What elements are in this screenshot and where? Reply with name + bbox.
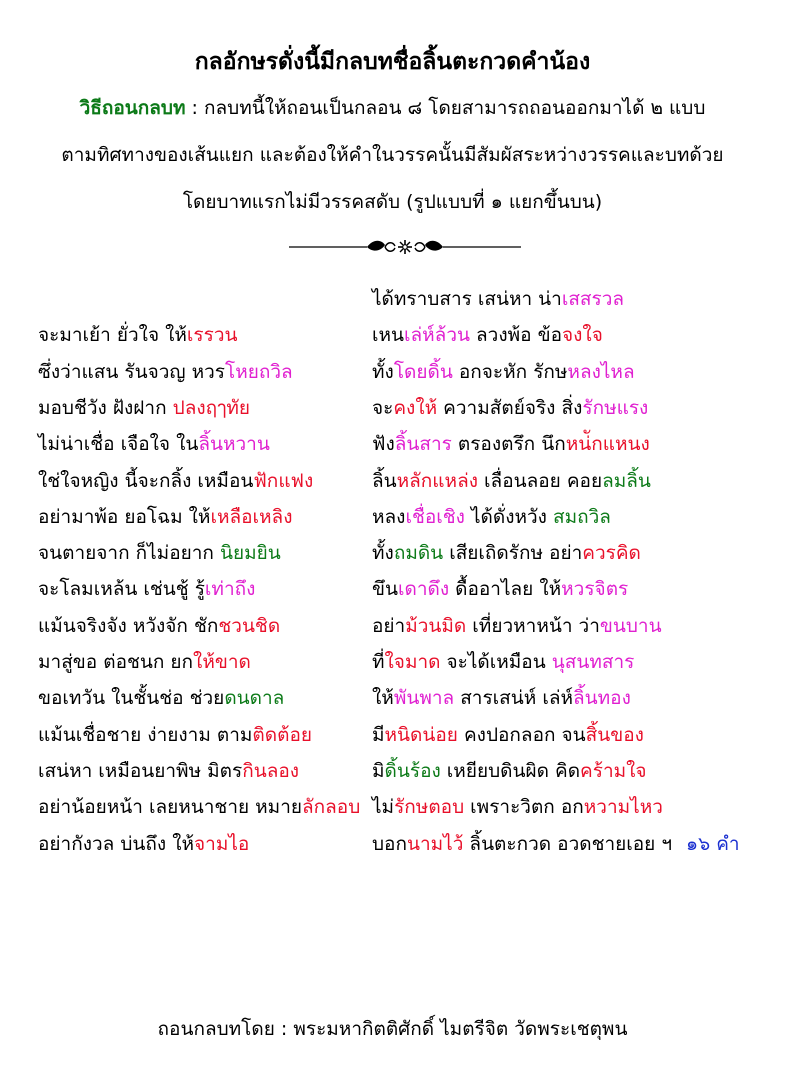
verse-segment: นิยมยิน [219,542,281,564]
verse-left [38,503,292,531]
verse-segment: คร้ามใจ [580,760,647,782]
verse-segment: จะ [372,397,394,419]
verse-segment: เหน [372,324,405,346]
verse-segment: ฟักแฟง [253,470,314,492]
verse-segment: ดนดาล [224,687,285,709]
verse-segment: ควรคิด [582,542,641,564]
verse-segment: ตรองตรึก นึก [451,433,566,455]
verse-segment: หลงไหล [567,361,635,383]
verse-segment: ดื้ออาไลย ให้ [449,578,562,600]
verse-right [372,503,611,531]
verse-left [38,830,249,858]
verse-right [372,684,631,712]
verse-segment: เหลือเหลิง [210,506,293,528]
verse-segment: โดยดิ้น [393,361,453,383]
verse-segment: สารเสน่ห์ เล่ห์ [454,687,573,709]
verse-segment: แม้นจริงจัง หวังจัก ชัก [38,615,219,637]
verse-segment: ความสัตย์จริง สิ่ง [437,397,583,419]
verse-segment: ได้ทราบสาร เสน่หา น่า [372,288,562,310]
verse-segment: ลมลิ้น [602,470,651,492]
verse-segment: ดิ้นร้อง [384,760,441,782]
verse-segment: หนิดน่อย [384,724,458,746]
verse-left [38,721,312,749]
ornament-divider [285,234,525,260]
verse-left [38,394,250,422]
verse-segment: บอก [372,833,407,855]
verse-segment: ลักลอบ [302,796,361,818]
verse-segment: ขอเทวัน ในชั้นช่อ ช่วย [38,687,225,709]
verse-right [372,612,662,640]
verse-segment: เพราะวิตก อก [464,796,584,818]
verse-segment: ใช่ใจหญิง นี้จะกลิ้ง เหมือน [38,470,254,492]
verse-segment: หน่ักแหนง [565,433,650,455]
verse-right [372,467,651,495]
intro-line-2: ตามทิศทางของเส้นแยก และต้องให้คำในวรรคนั้นมีสัมผัสระหว่างวรรคและบทด้วย [61,144,724,166]
verse-segment: สิ้นของ [585,724,644,746]
verse-left [38,430,270,458]
verse-left [38,321,237,349]
verse-segment: ลิ้นทอง [573,687,631,709]
verse-segment: เดาดึง [397,578,450,600]
verse-segment: หวามไหว [583,796,663,818]
verse-segment: เที่ยวหาหน้า ว่า [466,615,600,637]
verse-left [38,612,280,640]
page-title: กลอักษรดั่งนี้มีกลบทชื่อลิ้นตะกวดคำน้อง [194,49,591,75]
verse-segment: ติดต้อย [252,724,312,746]
verse-segment: เสียเถิดรักษ อย่า [443,542,583,564]
footer-credit: ถอนกลบทโดย : พระมหากิตติศักดิ์ ไมตรีจิต วัดพระเชตุพน [157,1018,628,1040]
verse-right-opening [372,285,624,313]
verse-right [372,830,740,858]
verse-segment: อย่ากังวล บ่นถึง ให้ [38,833,195,855]
verse-right [372,358,635,386]
verse-segment: เชื่อเชิง [405,506,465,528]
verse-segment: ทั้ง [372,542,394,564]
verse-segment: อย่า [372,615,406,637]
verse-segment: เลื่อนลอย คอย [478,470,603,492]
verse-left [38,684,284,712]
verse-segment: เสสรวล [561,288,625,310]
verse-segment: จงใจ [562,324,603,346]
verse-segment: จะได้เหมือน [440,651,552,673]
verse-segment: ฟัง [372,433,395,455]
verse-segment: คงให้ [393,397,438,419]
verse-segment: ไม่น่าเชื่อ เจือใจ ใน [38,433,199,455]
verse-left [38,793,360,821]
verse-right [372,575,628,603]
verse-segment: มิ [372,760,385,782]
verse-segment: รักษแรง [582,397,649,419]
verse-segment: หลักแหล่ง [396,470,479,492]
verse-segment: เท่าถึง [204,578,256,600]
intro-line-3: โดยบาทแรกไม่มีวรรคสดับ (รูปแบบที่ ๑ แยกขึ้นบน) [182,191,603,213]
word-count: ๑๖ คำ [686,833,740,855]
verse-segment: หลง [372,506,406,528]
verse-segment: เสน่หา เหมือนยาพิษ มิตร [38,760,243,782]
verse-segment: เล่ห์ล้วน [404,324,470,346]
verse-segment: รักษตอบ [394,796,465,818]
verse-segment: ซึ่งว่าแสน รันจวญ หวร [38,361,226,383]
verse-segment: มี [372,724,385,746]
verse-segment: ปลงฤๅทัย [172,397,251,419]
verse-segment: จะโลมเหล้น เช่นชู้ รู้ [38,578,205,600]
verse-segment: ม้วนมิด [405,615,467,637]
verse-segment: จะมาเย้า ยั่วใจ ให้ [38,324,187,346]
verse-segment: ได้ดั่งหวัง [464,506,553,528]
verse-right [372,430,650,458]
verse-segment: ลวงพ้อ ข้อ [469,324,562,346]
verse-right [372,321,603,349]
verse-left [38,539,281,567]
verse-left [38,358,293,386]
intro-line-1 [0,93,785,123]
verse-segment: ลิ้น [372,470,397,492]
verse-segment: ลิ้นสาร [394,433,452,455]
verse-segment: ชวนชิด [218,615,281,637]
verse-right [372,394,648,422]
intro-line-1-text: : กลบทนี้ให้ถอนเป็นกลอน ๘ โดยสามารถถอนออกมาได้ ๒ แบบ [185,97,706,119]
verse-segment: อย่ามาพ้อ ยอโฉม ให้ [38,506,211,528]
verse-segment: เรรวน [186,324,238,346]
verse-left [38,648,251,676]
verse-segment: แม้นเชื่อชาย ง่ายงาม ตาม [38,724,253,746]
verse-left [38,575,255,603]
verse-segment: ใจมาด [384,651,441,673]
verse-segment: โหยถวิล [225,361,293,383]
verse-segment: ถมดิน [393,542,444,564]
verse-segment: มอบชีวัง ฝังฝาก [38,397,173,419]
verse-right [372,539,641,567]
verse-segment: ทั้ง [372,361,394,383]
verse-segment: ให้ขาด [193,651,251,673]
verse-segment: มาสู่ขอ ต่อชนก ยก [38,651,194,673]
verse-segment: สมถวิล [552,506,611,528]
verse-left [38,757,299,785]
verse-right [372,721,644,749]
verse-segment: เหยียบดินผิด คิด [440,760,581,782]
verse-right [372,793,663,821]
verse-segment: พันพาล [393,687,455,709]
verse-segment: จนตายจาก ก็ไม่อยาก [38,542,220,564]
verse-segment: ลิ้นตะกวด อวดชายเอย ฯ [463,833,673,855]
verse-segment: หวรจิตร [561,578,629,600]
verse-left [38,467,313,495]
verse-segment: จามไอ [194,833,250,855]
verse-segment: ขึน [372,578,398,600]
verse-segment: ให้ [372,687,394,709]
verse-segment: ที่ [372,651,385,673]
verse-segment: ลิ้นหวาน [198,433,270,455]
verse-segment: อย่าน้อยหน้า เลยหนาชาย หมาย [38,796,303,818]
verse-segment: นุสนทสาร [551,651,635,673]
verse-segment: คงปอกลอก จน [457,724,586,746]
verse-right [372,648,634,676]
verse-segment: นามไว้ [406,833,464,855]
verse-segment: อกจะหัก รักษ [452,361,568,383]
verse-segment: ขนบาน [599,615,662,637]
verse-segment: ไม่ [372,796,395,818]
verse-segment: กินลอง [242,760,300,782]
method-label: วิธีถอนกลบท [79,97,186,119]
verse-right [372,757,647,785]
